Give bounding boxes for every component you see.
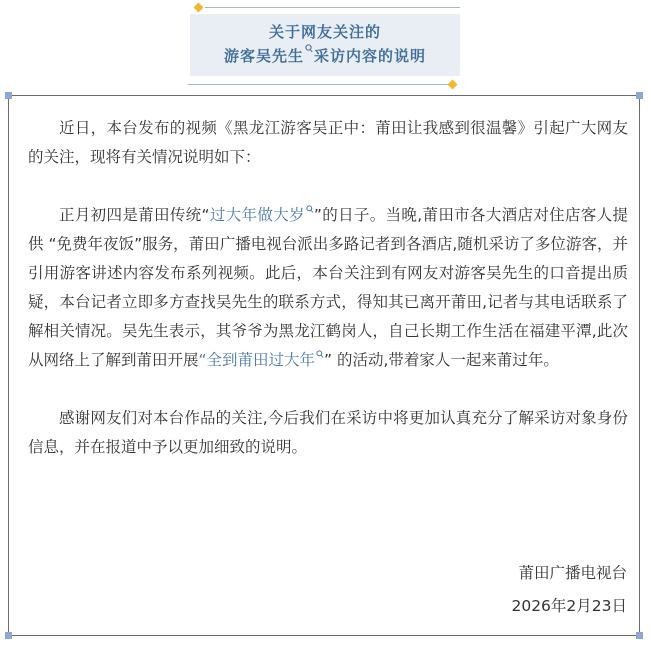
frame-corner-top-right [636,92,643,99]
title-line-1: 关于网友关注的 [268,23,381,41]
signature-organization: 莆田广播电视台 [518,564,627,582]
title-line-2 [190,44,460,68]
title-line-2-part1: 游客吴先生 [223,47,304,65]
page-title [190,14,460,76]
search-icon[interactable] [305,44,313,54]
link-quan-dao-putian-label: “全到莆田过大年 [198,351,316,369]
link-guo-da-nian[interactable] [210,206,314,224]
header-banner [0,0,650,92]
decorative-line-top [205,7,460,8]
frame-corner-top-left [5,92,12,99]
paragraph-thanks: 感谢网友们对本台作品的关注,今后我们在采访中将更加认真充分了解采访对象身份信息，并在报道中予以更加细致的说明。 [28,409,628,456]
details-text-b: ”的日子。当晚,莆田市各大酒店对住店客人提供 “免费年夜饭”服务，莆田广播电视台派出多路记者到各酒店,随机采访了多位游客，并引用游客讲述内容发布系列视频。此后，本台关注到有网友对游客吴先生的口音提出质疑，本台记者立即多方查找吴先生的联系方式，得知其已离开莆田,记者与其电话联系了解相关情况。吴先生表示，其爷爷为黑龙江鹤岗人，自己长期工作生活在福建平潭,此次从网络上了解到莆田开展 [28,206,628,369]
title-line-2-part2: 采访内容的说明 [314,47,427,65]
details-text-a: 正月初四是莆田传统“ [59,206,210,224]
diamond-ornament-bottom [448,80,458,90]
details-text-c: ” 的活动,带着家人一起来莆过年。 [324,351,559,369]
statement-body [28,114,628,462]
paragraph-details [28,201,628,375]
frame-corner-bottom-left [5,632,12,639]
statement-frame [8,95,640,636]
signature-date: 2026年2月23日 [511,597,627,615]
frame-corner-bottom-right [636,632,643,639]
paragraph-intro: 近日，本台发布的视频《黑龙江游客吴正中：莆田让我感到很温馨》引起广大网友的关注，现将有关情况说明如下： [28,119,628,166]
paragraph-spacer [28,172,628,201]
link-quan-dao-putian[interactable] [199,351,325,369]
paragraph-spacer [28,375,628,404]
link-guo-da-nian-label: 过大年做大岁 [209,206,305,224]
search-icon [316,350,324,359]
search-icon [306,205,314,214]
decorative-line-bottom [188,84,450,85]
diamond-ornament-top [194,3,204,13]
